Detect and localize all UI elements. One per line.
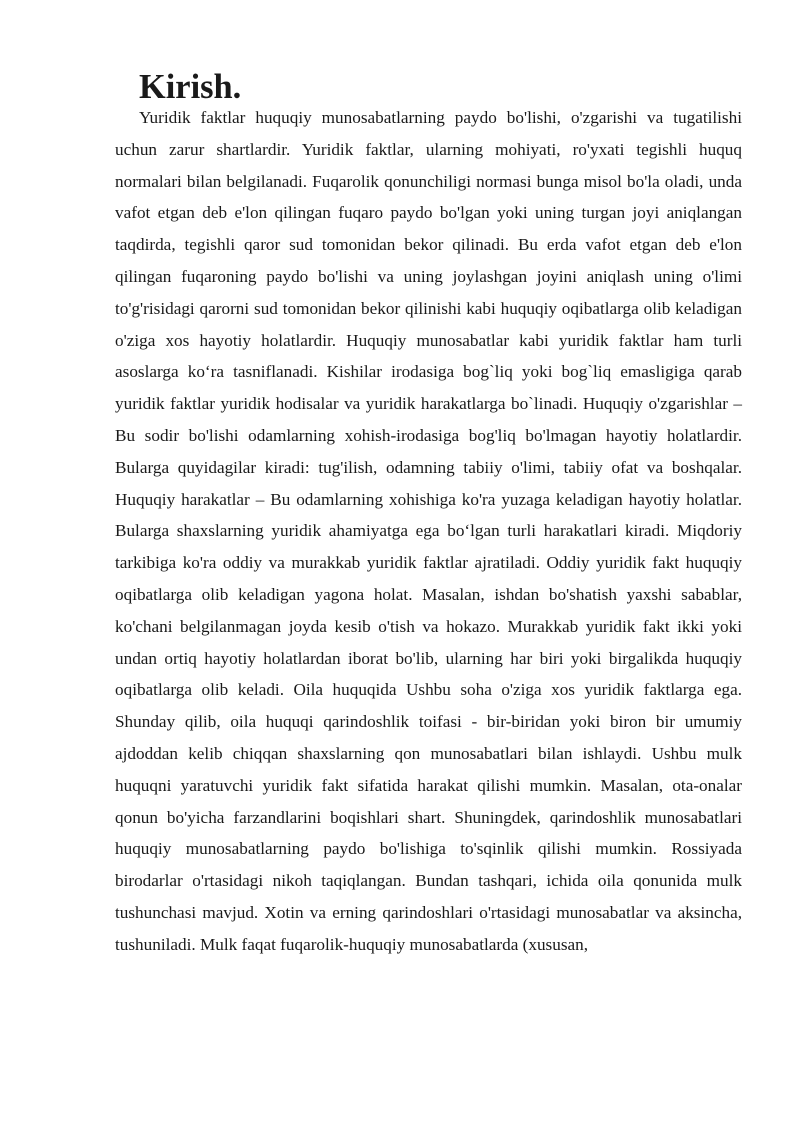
document-page [115,68,742,961]
body-paragraph: Yuridik faktlar huquqiy munosabatlarning paydo bo'lishi, o'zgarishi va tugatilishi uchun zarur shartlardir. Yuridik faktlar, ularning mohiyati, ro'yxati tegishli huquq normalari bilan belgilanadi. Fuqarolik qonunchiligi normasi bunga misol bo'la oladi, unda vafot etgan deb e'lon qilingan fuqaro paydo bo'lgan yoki uning turgan joyi aniqlangan taqdirda, tegishli qaror sud tomonidan bekor qilinadi. Bu erda vafot etgan deb e'lon qilingan fuqaroning paydo bo'lishi va uning joylashgan joyini aniqlash uning o'limi to'g'risidagi qarorni sud tomonidan bekor qilinishi kabi huquqiy oqibatlarga olib keladigan o'ziga xos hayotiy holatlardir. Huquqiy munosabatlar kabi yuridik faktlar ham turli asoslarga ko‘ra tasniflanadi. Kishilar irodasiga bog`liq yoki bog`liq emasligiga qarab yuridik faktlar yuridik hodisalar va yuridik harakatlarga bo`linadi. Huquqiy o'zgarishlar – Bu sodir bo'lishi odamlarning xohish-irodasiga bog'liq bo'lmagan hayotiy holatlardir. Bularga quyidagilar kiradi: tug'ilish, odamning tabiiy o'limi, tabiiy ofat va boshqalar. Huquqiy harakatlar – Bu odamlarning xohishiga ko'ra yuzaga keladigan hayotiy holatlar. Bularga shaxslarning yuridik ahamiyatga ega bo‘lgan turli harakatlari kiradi. Miqdoriy tarkibiga ko'ra oddiy va murakkab yuridik faktlar ajratiladi. Oddiy yuridik fakt huquqiy oqibatlarga olib keladigan yagona holat. Masalan, ishdan bo'shatish yaxshi sabablar, ko'chani belgilanmagan joyda kesib o'tish va hokazo. Murakkab yuridik fakt ikki yoki undan ortiq hayotiy holatlardan iborat bo'lib, ularning har biri yoki birgalikda huquqiy oqibatlarga olib keladi. Oila huquqida Ushbu soha o'ziga xos yuridik faktlarga ega. Shunday qilib, oila huquqi qarindoshlik toifasi - bir-biridan yoki biron bir umumiy ajdoddan kelib chiqqan shaxslarning qon munosabatlari bilan ishlaydi. Ushbu mulk huquqni yaratuvchi yuridik fakt sifatida harakat qilishi mumkin. Masalan, ota-onalar qonun bo'yicha farzandlarini boqishlari shart. Shuningdek, qarindoshlik munosabatlari huquqiy munosabatlarning paydo bo'lishiga to'sqinlik qilishi mumkin. Rossiyada birodarlar o'rtasidagi nikoh taqiqlangan. Bundan tashqari, ichida oila qonunida mulk tushunchasi mavjud. Xotin va erning qarindoshlari o'rtasidagi munosabatlar va aksincha, tushuniladi. Mulk faqat fuqarolik-huquqiy munosabatlarda (xususan, [115,108,742,954]
section-heading: Kirish. [139,68,242,106]
